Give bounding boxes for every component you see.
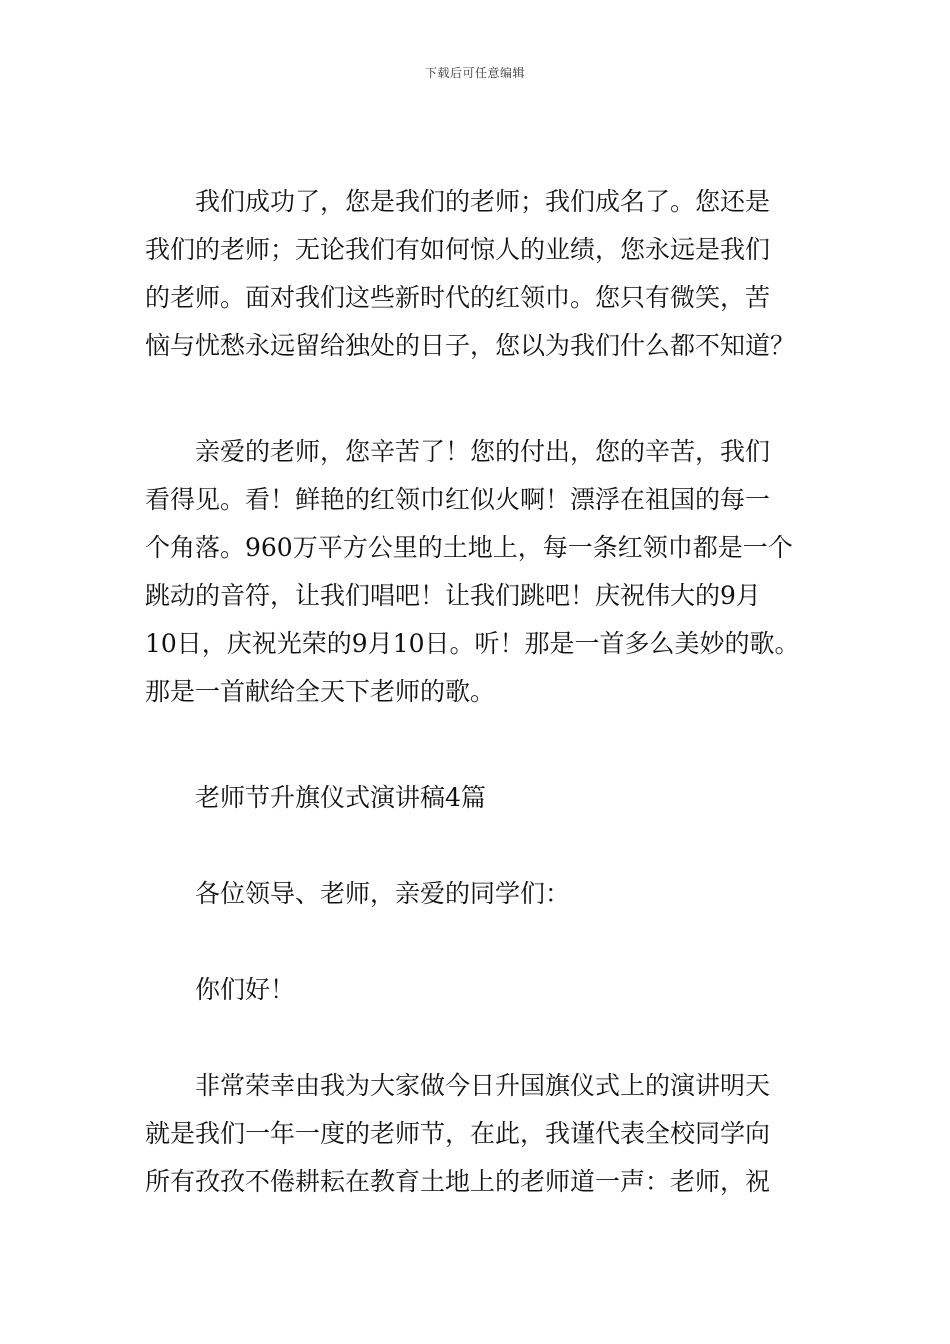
salutation xyxy=(145,870,815,918)
greeting xyxy=(145,966,815,1014)
text-line: 跳动的音符，让我们唱吧！让我们跳吧！庆祝伟大的9月 xyxy=(145,581,761,610)
paragraph-gap xyxy=(145,918,815,966)
text-line: 所有孜孜不倦耕耘在教育土地上的老师道一声：老师，祝 xyxy=(145,1167,771,1196)
text-line: 个角落。960万平方公里的土地上，每一条红领巾都是一个 xyxy=(145,533,793,562)
text-line: 那是一首献给全天下老师的歌。 xyxy=(145,677,496,706)
greeting-text: 你们好！ xyxy=(195,975,296,1004)
salutation-text: 各位领导、老师，亲爱的同学们： xyxy=(195,879,571,908)
text-line: 我们的老师；无论我们有如何惊人的业绩，您永远是我们 xyxy=(145,235,771,264)
paragraph-2 xyxy=(145,428,815,716)
text-line: 看得见。看！鲜艳的红领巾红似火啊！漂浮在祖国的每一 xyxy=(145,485,771,514)
text-line: 10日，庆祝光荣的9月10日。听！那是一首多么美妙的歌。 xyxy=(145,629,800,658)
paragraph-gap xyxy=(145,716,815,774)
text-line: 我们成功了，您是我们的老师；我们成名了。您还是 xyxy=(195,187,771,216)
paragraph-gap xyxy=(145,822,815,870)
text-line: 就是我们一年一度的老师节，在此，我谨代表全校同学向 xyxy=(145,1119,771,1148)
section-title-text: 老师节升旗仪式演讲稿4篇 xyxy=(195,783,486,812)
document-body xyxy=(145,178,815,1206)
paragraph-gap xyxy=(145,370,815,428)
text-line: 恼与忧愁永远留给独处的日子，您以为我们什么都不知道？ xyxy=(145,331,796,360)
section-title xyxy=(145,774,815,822)
text-line: 的老师。面对我们这些新时代的红领巾。您只有微笑，苦 xyxy=(145,283,771,312)
page-header: 下载后可任意编辑 xyxy=(424,66,525,80)
paragraph-3 xyxy=(145,1062,815,1206)
text-line: 亲爱的老师，您辛苦了！您的付出，您的辛苦，我们 xyxy=(195,437,771,466)
paragraph-1 xyxy=(145,178,815,370)
paragraph-gap xyxy=(145,1014,815,1062)
text-line: 非常荣幸由我为大家做今日升国旗仪式上的演讲明天 xyxy=(195,1071,771,1100)
